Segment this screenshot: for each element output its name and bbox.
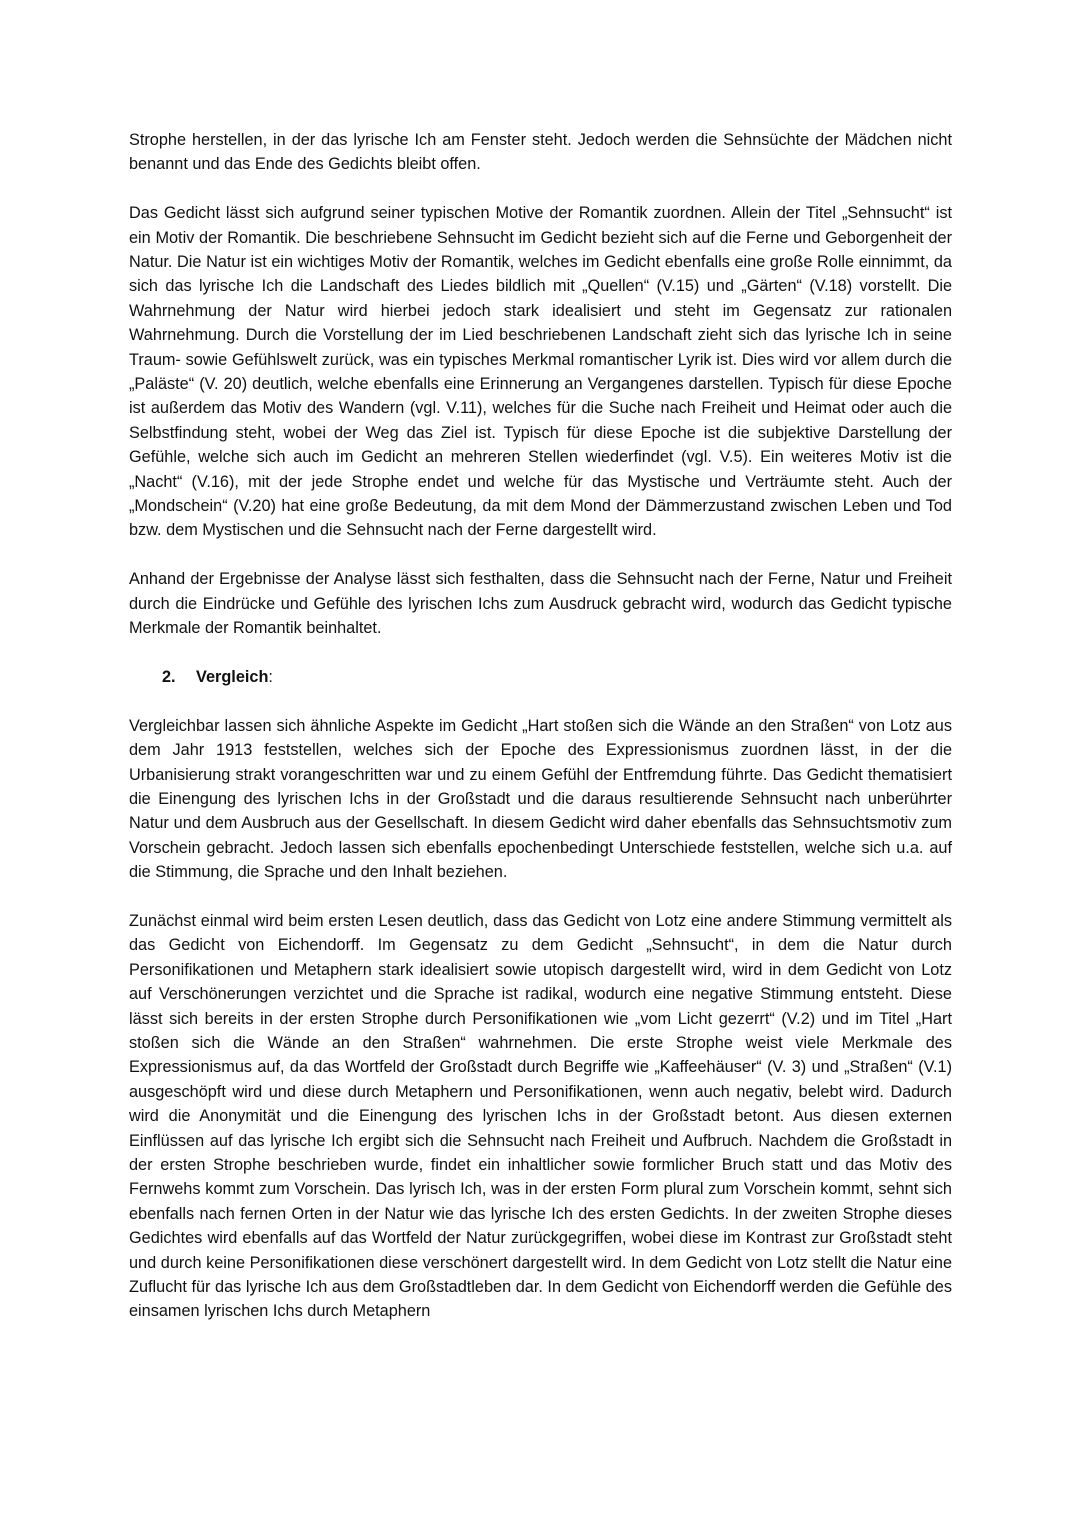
section-title: Vergleich (196, 667, 269, 686)
paragraph-stimmung-comparison: Zunächst einmal wird beim ersten Lesen deutlich, dass das Gedicht von Lotz eine andere Stimmung vermittelt als das Gedicht von Eichendorff. Im Gegensatz zu dem Gedicht „Sehnsucht“, in dem die Natur durch Personifikationen und Metaphern stark idealisiert sowie utopisch dargestellt wird, wird in dem Gedicht von Lotz auf Verschönerungen verzichtet und die Sprache ist radikal, wodurch eine negative Stimmung entsteht. Diese lässt sich bereits in der ersten Strophe durch Personifikationen wie „vom Licht gezerrt“ (V.2) und im Titel „Hart stoßen sich die Wände an den Straßen“ wahrnehmen. Die erste Strophe weist viele Merkmale des Expressionismus auf, da das Wortfeld der Großstadt durch Begriffe wie „Kaffeehäuser“ (V. 3) und „Straßen“ (V.1) ausgeschöpft wird und diese durch Metaphern und Personifikationen, wenn auch negativ, belebt wird. Dadurch wird die Anonymität und die Einengung des lyrischen Ichs in der Großstadt betont. Aus diesen externen Einflüssen auf das lyrische Ich ergibt sich die Sehnsucht nach Freiheit und Aufbruch. Nachdem die Großstadt in der ersten Strophe beschrieben wurde, findet ein inhaltlicher sowie formlicher Bruch statt und das Motiv des Fernwehs kommt zum Vorschein. Das lyrisch Ich, was in der ersten Form plural zum Vorschein kommt, sehnt sich ebenfalls nach fernen Orten in der Natur wie das lyrische Ich des ersten Gedichts. In der zweiten Strophe dieses Gedichtes wird ebenfalls auf das Wortfeld der Natur zurückgegriffen, wobei diese im Kontrast zur Großstadt steht und durch keine Personifikationen diese verschönert dargestellt wird. In dem Gedicht von Lotz stellt die Natur eine Zuflucht für das lyrische Ich aus dem Großstadtleben dar. In dem Gedicht von Eichendorff werden die Gefühle des einsamen lyrischen Ichs durch Metaphern (129, 911, 952, 1321)
paragraph-romantik-motive: Das Gedicht lässt sich aufgrund seiner typischen Motive der Romantik zuordnen. Allein der Titel „Sehnsucht“ ist ein Motiv der Romantik. Die beschriebene Sehnsucht im Gedicht bezieht sich auf die Ferne und Geborgenheit der Natur. Die Natur ist ein wichtiges Motiv der Romantik, welches im Gedicht ebenfalls eine große Rolle einnimmt, da sich das lyrische Ich die Landschaft des Liedes bildlich mit „Quellen“ (V.15) und „Gärten“ (V.18) vorstellt. Die Wahrnehmung der Natur wird hierbei jedoch stark idealisiert und steht im Gegensatz zur rationalen Wahrnehmung. Durch die Vorstellung der im Lied beschriebenen Landschaft zieht sich das lyrische Ich in seine Traum- sowie Gefühlswelt zurück, was ein typisches Merkmal romantischer Lyrik ist. Dies wird vor allem durch die „Paläste“ (V. 20) deutlich, welche ebenfalls eine Erinnerung an Vergangenes darstellen. Typisch für diese Epoche ist außerdem das Motiv des Wandern (vgl. V.11), welches für die Suche nach Freiheit und Heimat oder auch die Selbstfindung steht, wobei der Weg das Ziel ist. Typisch für diese Epoche ist die subjektive Darstellung der Gefühle, welche sich auch im Gedicht an mehreren Stellen wiederfindet (vgl. V.5). Ein weiteres Motiv ist die „Nacht“ (V.16), mit der jede Strophe endet und welche für das Mystische und Verträumte steht. Auch der „Mondschein“ (V.20) hat eine große Bedeutung, da mit dem Mond der Dämmerzustand zwischen Leben und Tod bzw. dem Mystischen und die Sehnsucht nach der Ferne dargestellt wird. (129, 204, 952, 540)
paragraph-strophe-ending: Strophe herstellen, in der das lyrische Ich am Fenster steht. Jedoch werden die Sehnsüchte der Mädchen nicht benannt und das Ende des Gedichts bleibt offen. (129, 131, 952, 174)
section-heading-vergleich (129, 665, 952, 689)
document-page (129, 128, 952, 1324)
paragraph-lotz-introduction: Vergleichbar lassen sich ähnliche Aspekte im Gedicht „Hart stoßen sich die Wände an den Straßen“ von Lotz aus dem Jahr 1913 feststellen, welches sich der Epoche des Expressionismus zuordnen lässt, in der die Urbanisierung strakt vorangeschritten war und zu einem Gefühl der Entfremdung führte. Das Gedicht thematisiert die Einengung des lyrischen Ichs in der Großstadt und die daraus resultierende Sehnsucht nach unberührter Natur und dem Ausbruch aus der Gesellschaft. In diesem Gedicht wird daher ebenfalls das Sehnsuchtsmotiv zum Vorschein gebracht. Jedoch lassen sich ebenfalls epochenbedingt Unterschiede feststellen, welche sich u.a. auf die Stimmung, die Sprache und den Inhalt beziehen. (129, 716, 952, 882)
section-number: 2. (162, 667, 176, 686)
section-title-colon: : (268, 667, 273, 686)
paragraph-analysis-conclusion: Anhand der Ergebnisse der Analyse lässt sich festhalten, dass die Sehnsucht nach der Ferne, Natur und Freiheit durch die Eindrücke und Gefühle des lyrischen Ichs zum Ausdruck gebracht wird, wodurch das Gedicht typische Merkmale der Romantik beinhaltet. (129, 570, 952, 638)
